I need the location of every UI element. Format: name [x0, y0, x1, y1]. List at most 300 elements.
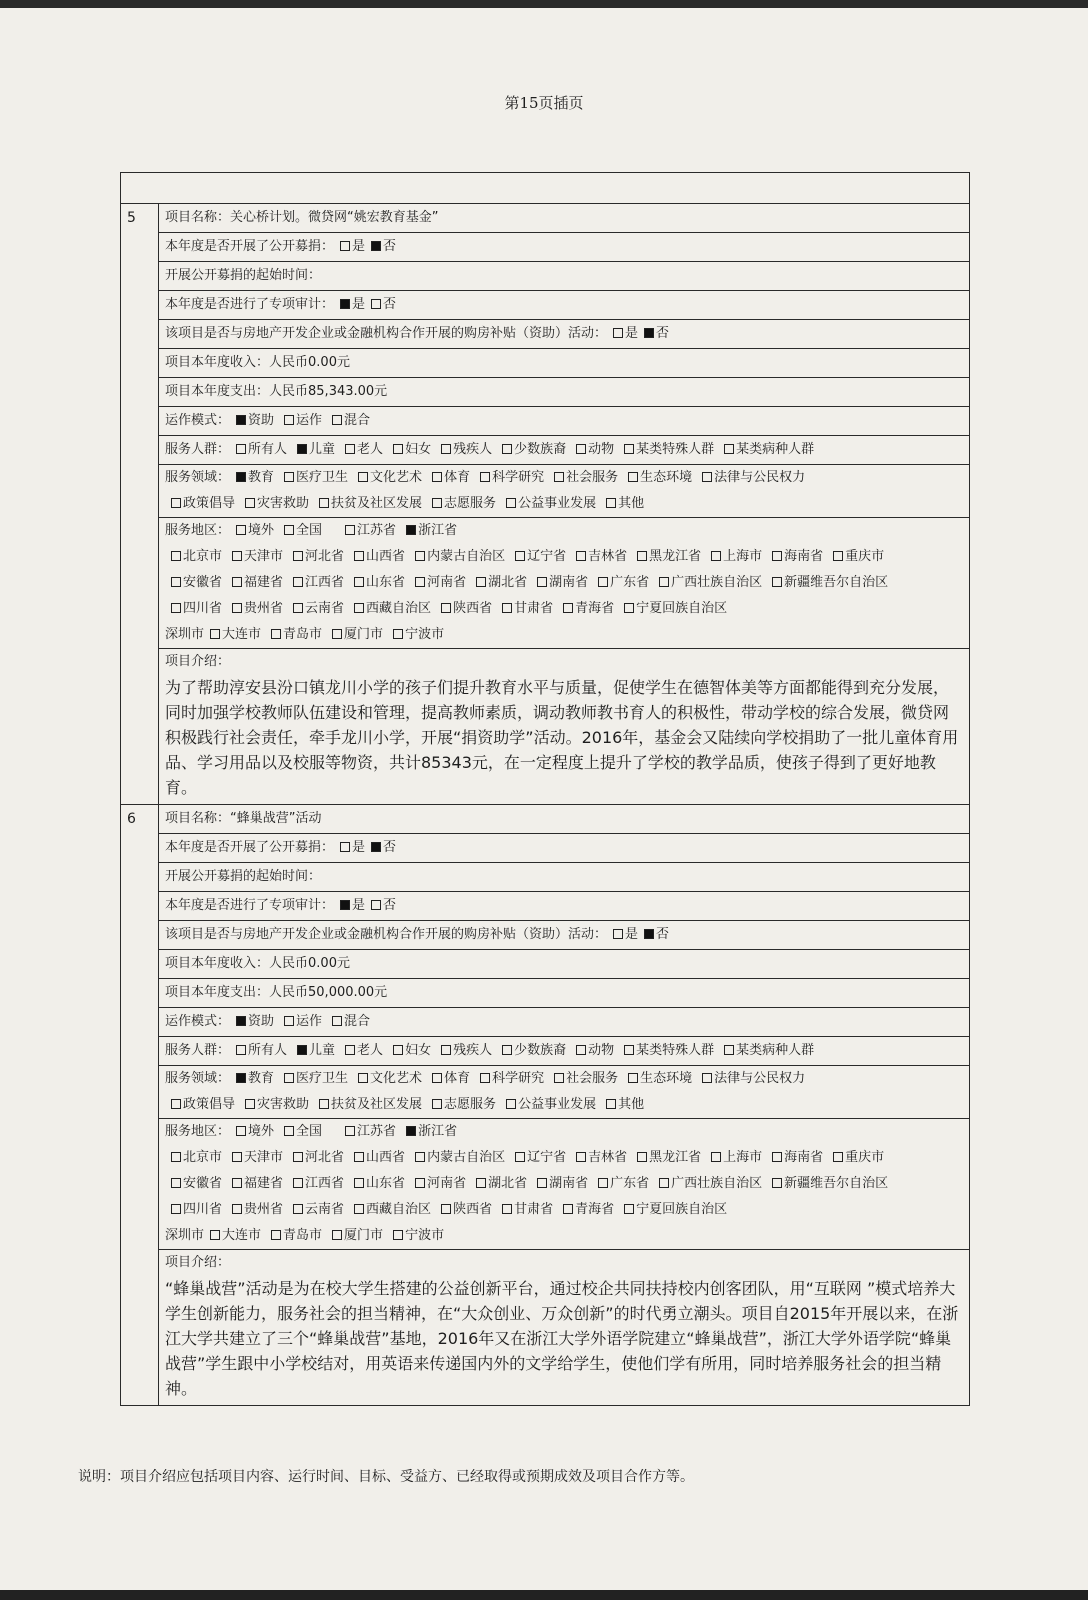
- income-value: 人民币0.00元: [269, 355, 350, 370]
- checkbox[interactable]: [393, 1230, 403, 1240]
- option-label: 新疆维吾尔自治区: [784, 1176, 889, 1191]
- option-label: 山东省: [366, 1176, 406, 1191]
- no-label: 否: [383, 239, 397, 254]
- checkbox-no[interactable]: [644, 328, 654, 338]
- option-label: 生态环境: [640, 470, 693, 485]
- checkbox[interactable]: [284, 1073, 294, 1083]
- checkbox-no[interactable]: [371, 842, 381, 852]
- region-line: [165, 544, 963, 570]
- option-label: 四川省: [183, 1202, 223, 1217]
- checkbox[interactable]: [171, 1152, 181, 1162]
- option-label: 动物: [588, 442, 615, 457]
- checkbox[interactable]: [406, 1126, 416, 1136]
- region-line: [165, 622, 963, 648]
- option-label: 北京市: [183, 549, 223, 564]
- intro-label: 项目介绍：: [165, 654, 231, 669]
- region-prefix: 深圳市: [165, 627, 205, 642]
- project-block: [121, 805, 969, 1405]
- region-row: [159, 518, 969, 649]
- checkbox[interactable]: [284, 525, 294, 535]
- checkbox-yes[interactable]: [613, 328, 623, 338]
- checkbox[interactable]: [711, 1152, 721, 1162]
- option-label: 青海省: [575, 601, 615, 616]
- checkbox[interactable]: [711, 551, 721, 561]
- field-label: 服务领域：: [165, 470, 231, 485]
- option-label: 体育: [444, 470, 471, 485]
- checkbox-yes[interactable]: [340, 241, 350, 251]
- option-label: 宁波市: [405, 1228, 445, 1243]
- region-line: [165, 1197, 963, 1223]
- checkbox-no[interactable]: [371, 241, 381, 251]
- checkbox[interactable]: [245, 498, 255, 508]
- option-label: 甘肃省: [514, 601, 554, 616]
- checkbox[interactable]: [293, 577, 303, 587]
- option-label: 教育: [248, 470, 275, 485]
- checkbox[interactable]: [576, 551, 586, 561]
- checkbox[interactable]: [284, 472, 294, 482]
- checkbox[interactable]: [833, 1152, 843, 1162]
- option-label: 湖南省: [549, 1176, 589, 1191]
- checkbox[interactable]: [232, 577, 242, 587]
- option-label: 社会服务: [566, 470, 619, 485]
- option-label: 少数族裔: [514, 442, 567, 457]
- checkbox[interactable]: [210, 629, 220, 639]
- option-label: 公益事业发展: [518, 1097, 597, 1112]
- checkbox[interactable]: [476, 1178, 486, 1188]
- option-label: 山西省: [366, 549, 406, 564]
- checkbox[interactable]: [480, 1073, 490, 1083]
- project-list: [121, 204, 969, 1405]
- option-label: 运作: [296, 413, 323, 428]
- checkbox[interactable]: [297, 1045, 307, 1055]
- checkbox[interactable]: [506, 498, 516, 508]
- intro-row: [159, 1250, 969, 1405]
- income-row: [159, 950, 969, 979]
- option-label: 云南省: [305, 601, 345, 616]
- intro-text: “蜂巢战营”活动是为在校大学生搭建的公益创新平台，通过校企共同扶持校内创客团队，用“互联网 ”模式培养大学生创新能力，服务社会的担当精神，在“大众创业、万众创新”的时代勇立潮头。项目自2015年开展以来，在浙江大学共建立了三个“蜂巢战营”基地，2016年又在浙江大学外语学院建立“蜂巢战营”，浙江大学外语学院“蜂巢战营”学生跟中小学校结对，用英语来传递国内外的文学给学生，使他们学有所用，同时培养服务社会的担当精神。: [165, 1279, 959, 1398]
- option-label: 其他: [618, 1097, 645, 1112]
- option-label: 体育: [444, 1071, 471, 1086]
- option-label: 新疆维吾尔自治区: [784, 575, 889, 590]
- checkbox[interactable]: [502, 603, 512, 613]
- checkbox[interactable]: [232, 551, 242, 561]
- checkbox[interactable]: [702, 1073, 712, 1083]
- option-label: 江苏省: [357, 523, 397, 538]
- option-label: 医疗卫生: [296, 470, 349, 485]
- checkbox[interactable]: [724, 444, 734, 454]
- checkbox[interactable]: [358, 472, 368, 482]
- option-label: 科学研究: [492, 470, 545, 485]
- option-label: 河南省: [427, 575, 467, 590]
- checkbox[interactable]: [332, 415, 342, 425]
- checkbox[interactable]: [232, 1152, 242, 1162]
- checkbox[interactable]: [576, 1045, 586, 1055]
- option-label: 大连市: [222, 627, 262, 642]
- audit-row: [159, 892, 969, 921]
- housing-subsidy-row: [159, 320, 969, 349]
- field-label: 服务地区：: [165, 1124, 231, 1139]
- checkbox[interactable]: [319, 498, 329, 508]
- option-label: 黑龙江省: [649, 1150, 702, 1165]
- checkbox[interactable]: [271, 1230, 281, 1240]
- checkbox[interactable]: [506, 1099, 516, 1109]
- fundraising-row: [159, 834, 969, 863]
- checkbox[interactable]: [624, 1204, 634, 1214]
- checkbox-yes[interactable]: [613, 929, 623, 939]
- option-label: 所有人: [248, 442, 288, 457]
- checkbox[interactable]: [637, 1152, 647, 1162]
- option-label: 江西省: [305, 1176, 345, 1191]
- option-label: 贵州省: [244, 1202, 284, 1217]
- checkbox[interactable]: [171, 551, 181, 561]
- checkbox[interactable]: [236, 1016, 246, 1026]
- checkbox-yes[interactable]: [340, 900, 350, 910]
- checkbox[interactable]: [171, 603, 181, 613]
- expense-value: 人民币85,343.00元: [269, 384, 388, 399]
- checkbox[interactable]: [833, 551, 843, 561]
- checkbox-yes[interactable]: [340, 842, 350, 852]
- checkbox[interactable]: [236, 415, 246, 425]
- option-label: 西藏自治区: [366, 1202, 432, 1217]
- checkbox[interactable]: [441, 603, 451, 613]
- yes-label: 是: [625, 326, 639, 341]
- option-label: 大连市: [222, 1228, 262, 1243]
- checkbox[interactable]: [537, 1178, 547, 1188]
- field-label: 服务领域：: [165, 1071, 231, 1086]
- option-label: 辽宁省: [527, 549, 567, 564]
- option-label: 教育: [248, 1071, 275, 1086]
- option-label: 陕西省: [453, 601, 493, 616]
- checkbox[interactable]: [332, 1016, 342, 1026]
- checkbox[interactable]: [297, 444, 307, 454]
- project-name-row: [159, 204, 969, 233]
- checkbox[interactable]: [354, 1178, 364, 1188]
- fundraising-row: [159, 233, 969, 262]
- checkbox[interactable]: [554, 1073, 564, 1083]
- option-label: 山西省: [366, 1150, 406, 1165]
- option-label: 浙江省: [418, 1124, 458, 1139]
- option-label: 黑龙江省: [649, 549, 702, 564]
- option-label: 西藏自治区: [366, 601, 432, 616]
- project-number: 6: [121, 805, 159, 1405]
- checkbox[interactable]: [171, 1204, 181, 1214]
- checkbox[interactable]: [406, 525, 416, 535]
- region-line: [165, 1171, 963, 1197]
- option-label: 科学研究: [492, 1071, 545, 1086]
- field-label: 该项目是否与房地产开发企业或金融机构合作开展的购房补贴（资助）活动：: [165, 927, 608, 942]
- no-label: 否: [656, 326, 670, 341]
- project-fields: [159, 204, 969, 804]
- checkbox[interactable]: [515, 1152, 525, 1162]
- checkbox[interactable]: [432, 498, 442, 508]
- project-name: 关心桥计划。微贷网“姚宏教育基金”: [230, 210, 439, 225]
- option-label: 儿童: [309, 442, 336, 457]
- page-title: 第15页插页: [504, 94, 584, 112]
- checkbox[interactable]: [628, 472, 638, 482]
- checkbox[interactable]: [432, 1099, 442, 1109]
- checkbox[interactable]: [293, 1204, 303, 1214]
- checkbox[interactable]: [354, 577, 364, 587]
- option-label: 安徽省: [183, 1176, 223, 1191]
- checkbox[interactable]: [554, 472, 564, 482]
- fundraising-start-row: [159, 262, 969, 291]
- checkbox[interactable]: [332, 629, 342, 639]
- checkbox[interactable]: [171, 577, 181, 587]
- checkbox[interactable]: [432, 1073, 442, 1083]
- option-label: 湖北省: [488, 1176, 528, 1191]
- field-label: 项目本年度支出：: [165, 985, 270, 1000]
- option-label: 宁夏回族自治区: [636, 601, 728, 616]
- checkbox[interactable]: [441, 1204, 451, 1214]
- option-label: 政策倡导: [183, 496, 236, 511]
- checkbox[interactable]: [415, 1152, 425, 1162]
- checkbox[interactable]: [236, 1045, 246, 1055]
- option-label: 内蒙古自治区: [427, 549, 506, 564]
- field-label: 开展公开募捐的起始时间：: [165, 268, 322, 283]
- checkbox[interactable]: [576, 444, 586, 454]
- checkbox[interactable]: [441, 444, 451, 454]
- fundraising-start-row: [159, 863, 969, 892]
- option-label: 医疗卫生: [296, 1071, 349, 1086]
- project-name-row: [159, 805, 969, 834]
- option-label: 残疾人: [453, 1043, 493, 1058]
- checkbox[interactable]: [171, 1178, 181, 1188]
- option-label: 公益事业发展: [518, 496, 597, 511]
- checkbox[interactable]: [245, 1099, 255, 1109]
- checkbox[interactable]: [284, 1126, 294, 1136]
- no-label: 否: [656, 927, 670, 942]
- checkbox[interactable]: [236, 472, 246, 482]
- checkbox[interactable]: [659, 577, 669, 587]
- checkbox[interactable]: [772, 1152, 782, 1162]
- checkbox[interactable]: [502, 1204, 512, 1214]
- region-line: [165, 570, 963, 596]
- checkbox[interactable]: [171, 498, 181, 508]
- option-label: 广东省: [610, 1176, 650, 1191]
- checkbox[interactable]: [345, 1126, 355, 1136]
- option-label: 文化艺术: [370, 470, 423, 485]
- option-label: 宁波市: [405, 627, 445, 642]
- region-prefix: 深圳市: [165, 1228, 205, 1243]
- checkbox[interactable]: [332, 1230, 342, 1240]
- option-label: 社会服务: [566, 1071, 619, 1086]
- option-label: 运作: [296, 1014, 323, 1029]
- checkbox[interactable]: [415, 577, 425, 587]
- field-label: 服务人群：: [165, 1043, 231, 1058]
- checkbox-yes[interactable]: [340, 299, 350, 309]
- option-label: 重庆市: [845, 1150, 885, 1165]
- option-label: 境外: [248, 1124, 275, 1139]
- intro-label: 项目介绍：: [165, 1255, 231, 1270]
- checkbox[interactable]: [236, 444, 246, 454]
- checkbox[interactable]: [598, 577, 608, 587]
- checkbox[interactable]: [293, 551, 303, 561]
- checkbox[interactable]: [345, 525, 355, 535]
- option-label: 灾害救助: [257, 496, 310, 511]
- option-label: 天津市: [244, 1150, 284, 1165]
- checkbox[interactable]: [236, 1073, 246, 1083]
- option-label: 广东省: [610, 575, 650, 590]
- option-label: 青岛市: [283, 627, 323, 642]
- checkbox[interactable]: [354, 603, 364, 613]
- project-block: [121, 204, 969, 805]
- option-label: 某类特殊人群: [636, 442, 715, 457]
- option-label: 湖北省: [488, 575, 528, 590]
- crowd-row: [159, 1037, 969, 1066]
- checkbox[interactable]: [563, 1204, 573, 1214]
- option-label: 志愿服务: [444, 496, 497, 511]
- option-label: 混合: [344, 413, 371, 428]
- checkbox[interactable]: [232, 1178, 242, 1188]
- option-label: 生态环境: [640, 1071, 693, 1086]
- checkbox[interactable]: [606, 498, 616, 508]
- field-label: 本年度是否开展了公开募捐：: [165, 239, 335, 254]
- checkbox[interactable]: [606, 1099, 616, 1109]
- checkbox-no[interactable]: [371, 900, 381, 910]
- option-label: 志愿服务: [444, 1097, 497, 1112]
- checkbox[interactable]: [354, 1204, 364, 1214]
- checkbox[interactable]: [415, 551, 425, 561]
- yes-label: 是: [352, 840, 366, 855]
- checkbox[interactable]: [284, 1016, 294, 1026]
- option-label: 政策倡导: [183, 1097, 236, 1112]
- region-line: [165, 1119, 963, 1145]
- checkbox[interactable]: [210, 1230, 220, 1240]
- checkbox[interactable]: [232, 1204, 242, 1214]
- checkbox[interactable]: [393, 629, 403, 639]
- expense-row: [159, 378, 969, 407]
- checkbox[interactable]: [537, 577, 547, 587]
- field-label: 服务人群：: [165, 442, 231, 457]
- option-label: 妇女: [405, 442, 432, 457]
- no-label: 否: [383, 297, 397, 312]
- option-label: 法律与公民权力: [714, 470, 806, 485]
- field-label: 服务地区：: [165, 523, 231, 538]
- checkbox[interactable]: [502, 1045, 512, 1055]
- option-label: 海南省: [784, 549, 824, 564]
- checkbox[interactable]: [624, 603, 634, 613]
- checkbox[interactable]: [393, 444, 403, 454]
- option-label: 所有人: [248, 1043, 288, 1058]
- field-label: 项目本年度收入：: [165, 956, 270, 971]
- checkbox[interactable]: [345, 444, 355, 454]
- mode-row: [159, 1008, 969, 1037]
- option-label: 辽宁省: [527, 1150, 567, 1165]
- checkbox[interactable]: [271, 629, 281, 639]
- checkbox[interactable]: [476, 577, 486, 587]
- option-label: 天津市: [244, 549, 284, 564]
- checkbox[interactable]: [772, 577, 782, 587]
- checkbox-no[interactable]: [371, 299, 381, 309]
- checkbox[interactable]: [284, 415, 294, 425]
- checkbox[interactable]: [293, 1178, 303, 1188]
- checkbox[interactable]: [236, 525, 246, 535]
- checkbox[interactable]: [293, 1152, 303, 1162]
- checkbox[interactable]: [415, 1178, 425, 1188]
- checkbox[interactable]: [293, 603, 303, 613]
- field-label: 运作模式：: [165, 413, 231, 428]
- option-label: 四川省: [183, 601, 223, 616]
- checkbox[interactable]: [319, 1099, 329, 1109]
- option-label: 浙江省: [418, 523, 458, 538]
- option-label: 动物: [588, 1043, 615, 1058]
- option-label: 福建省: [244, 1176, 284, 1191]
- project-fields: [159, 805, 969, 1405]
- option-label: 北京市: [183, 1150, 223, 1165]
- no-label: 否: [383, 840, 397, 855]
- option-label: 全国: [296, 1124, 323, 1139]
- checkbox[interactable]: [624, 444, 634, 454]
- income-value: 人民币0.00元: [269, 956, 350, 971]
- checkbox[interactable]: [393, 1045, 403, 1055]
- checkbox[interactable]: [345, 1045, 355, 1055]
- checkbox[interactable]: [232, 603, 242, 613]
- field-line: [165, 1092, 963, 1118]
- checkbox[interactable]: [354, 1152, 364, 1162]
- intro-row: [159, 649, 969, 804]
- checkbox[interactable]: [236, 1126, 246, 1136]
- option-label: 广西壮族自治区: [671, 575, 763, 590]
- option-label: 重庆市: [845, 549, 885, 564]
- checkbox[interactable]: [354, 551, 364, 561]
- scan-bottom-edge: [0, 1590, 1088, 1600]
- field-label: 项目名称：: [165, 210, 231, 225]
- region-line: [165, 596, 963, 622]
- checkbox[interactable]: [598, 1178, 608, 1188]
- option-label: 厦门市: [344, 627, 384, 642]
- yes-label: 是: [352, 239, 366, 254]
- option-label: 某类病种人群: [736, 442, 815, 457]
- option-label: 内蒙古自治区: [427, 1150, 506, 1165]
- option-label: 扶贫及社区发展: [331, 496, 423, 511]
- checkbox[interactable]: [432, 472, 442, 482]
- field-label: 项目本年度收入：: [165, 355, 270, 370]
- yes-label: 是: [352, 898, 366, 913]
- checkbox[interactable]: [515, 551, 525, 561]
- checkbox[interactable]: [563, 603, 573, 613]
- checkbox-no[interactable]: [644, 929, 654, 939]
- checkbox[interactable]: [659, 1178, 669, 1188]
- option-label: 海南省: [784, 1150, 824, 1165]
- field-line: [165, 465, 963, 491]
- checkbox[interactable]: [624, 1045, 634, 1055]
- option-label: 云南省: [305, 1202, 345, 1217]
- scan-top-edge: [0, 0, 1088, 8]
- checkbox[interactable]: [637, 551, 647, 561]
- option-label: 某类特殊人群: [636, 1043, 715, 1058]
- checkbox[interactable]: [358, 1073, 368, 1083]
- checkbox[interactable]: [576, 1152, 586, 1162]
- option-label: 青岛市: [283, 1228, 323, 1243]
- field-label: 本年度是否进行了专项审计：: [165, 898, 335, 913]
- option-label: 资助: [248, 1014, 275, 1029]
- checkbox[interactable]: [724, 1045, 734, 1055]
- option-label: 少数族裔: [514, 1043, 567, 1058]
- option-label: 安徽省: [183, 575, 223, 590]
- option-label: 甘肃省: [514, 1202, 554, 1217]
- checkbox[interactable]: [628, 1073, 638, 1083]
- checkbox[interactable]: [480, 472, 490, 482]
- housing-subsidy-row: [159, 921, 969, 950]
- checkbox[interactable]: [702, 472, 712, 482]
- checkbox[interactable]: [502, 444, 512, 454]
- checkbox[interactable]: [171, 1099, 181, 1109]
- checkbox[interactable]: [772, 1178, 782, 1188]
- field-label: 项目本年度支出：: [165, 384, 270, 399]
- income-row: [159, 349, 969, 378]
- checkbox[interactable]: [772, 551, 782, 561]
- checkbox[interactable]: [441, 1045, 451, 1055]
